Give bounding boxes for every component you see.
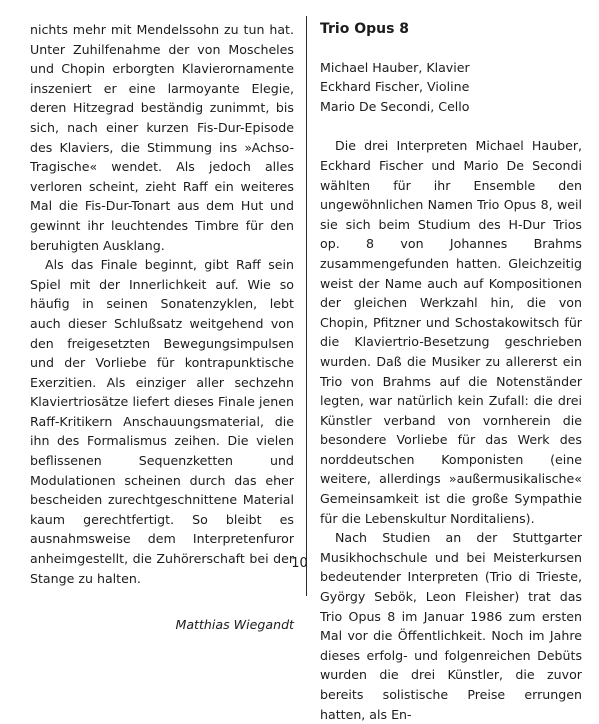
body-paragraph: Die drei Interpreten Michael Hauber, Eckhard Fischer und Mario De Secondi wählten für ihr Ensemble den ungewöhnlichen Namen Trio Opus 8, weil sie sich beim Studium des H-Dur Trios op. 8 von Johannes Brahms zusammengefunden hatten. Gleichzeitig weist der Name auch auf Kompositionen der gleichen Werkzahl hin, die von Chopin, Pfitzner und Schostakowitsch für die Klaviertrio-Besetzung geschrieben wurden. Daß die Musiker zu allererst ein Trio von Brahms auf die Notenständer legten, war natürlich kein Zufall: die drei Künstler verband von vornherein die besondere Vorliebe für das Werk des norddeutschen Komponisten (eine weitere, allerdings »außermusikalische« Gemeinsamkeit ist die große Sympathie für die Lebenskultur Norditaliens). [320,138,582,526]
right-column [320,20,582,724]
body-paragraph: Als das Finale beginnt, gibt Raff sein Spiel mit der Innerlichkeit auf. Wie so häufig in seinen Sonatenzyklen, lebt auch dieser Schlußsatz weitgehend von den freigesetzten Bewegungsimpulsen und der Vorliebe für kontrapunktische Exerzitien. Als einziger aller sechzehn Klaviertriosätze liefert dieses Finale jenen Raff-Kritikern Anschauungsmaterial, die ihn des Formalismus zeihen. Die vielen beflissenen Sequenzketten und Modulationen scheinen durch das eher bescheiden zurechtgeschnittene Material kaum gerechtfertigt. So bleibt es ausnahmsweise dem Interpretenfuror anheimgestellt, die Zuhörerschaft bei der Stange zu halten. [30,257,294,586]
body-paragraph: nichts mehr mit Mendelssohn zu tun hat. Unter Zuhilfenahme der von Moscheles und Chopin erborgten Klavierornamente inszeniert er eine larmoyante Elegie, deren Hitzegrad beständig zunimmt, bis sich, nach einer kurzen Fis-Dur-Episode des Klaviers, die Stimmung ins »Achso-Tragische« wendet. Als jedoch alles verloren scheint, zieht Raff ein weiteres Mal die Fis-Dur-Tonart aus dem Hut und gewinnt ihr leuchtendes Timbre für den beruhigten Ausklang. [30,22,294,253]
performer-item: Michael Hauber, Klavier [320,59,470,75]
column-divider [306,16,307,596]
performer-item: Mario De Secondi, Cello [320,98,470,114]
performer-list [320,58,582,117]
section-heading: Trio Opus 8 [320,21,410,37]
page-number: 10 [291,556,308,571]
left-column [30,20,294,635]
author-signature: Matthias Wiegandt [175,617,294,633]
performer-item: Eckhard Fischer, Violine [320,79,470,95]
body-paragraph: Nach Studien an der Stuttgarter Musikhochschule und bei Meisterkursen bedeutender Interpreten (Trio di Trieste, György Sebök, Leon Fleisher) trat das Trio Opus 8 im Januar 1986 zum ersten Mal vor die Öffentlichkeit. Noch im Jahre dieses erfolg- und folgenreichen Debüts wurden die drei Künstler, die zuvor bereits solistische Preise errungen hatten, als En- [320,530,582,722]
